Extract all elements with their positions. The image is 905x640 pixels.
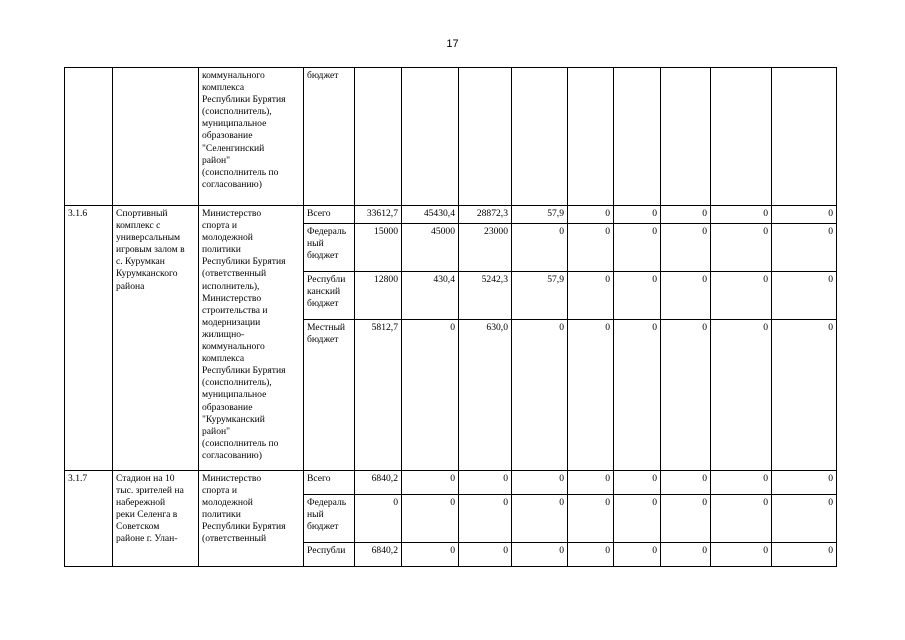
value-cell: 0 [614, 543, 661, 567]
source-cell: Всего [304, 206, 355, 224]
source-cell: Республи канский бюджет [304, 272, 355, 320]
executor-cell: коммунального комплекса Республики Бурятия (соисполнитель), муниципальное образование "Селенгинский район" (соисполнитель по согласованию) [199, 68, 304, 206]
value-cell: 0 [568, 543, 614, 567]
value-cell: 5812,7 [355, 320, 402, 471]
value-cell: 0 [402, 320, 459, 471]
table-row [65, 68, 837, 206]
value-cell: 0 [772, 224, 837, 272]
value-cell: 0 [512, 495, 568, 543]
page-number: 17 [446, 38, 459, 50]
value-cell: 0 [355, 495, 402, 543]
budget-table [64, 67, 837, 567]
value-cell: 0 [512, 320, 568, 471]
source-cell: Всего [304, 471, 355, 495]
value-cell: 0 [711, 224, 772, 272]
value-cell: 0 [568, 206, 614, 224]
value-cell: 0 [512, 543, 568, 567]
value-cell: 12800 [355, 272, 402, 320]
value-cell: 0 [772, 543, 837, 567]
code-cell: 3.1.6 [65, 206, 113, 471]
executor-cell: Министерство спорта и молодежной политики Республики Бурятия (ответственный исполнитель), Министерство строительства и модернизации жилищно- коммунального комплекса Республики Бурятия (соисполнитель), муниципальное образование "Курумканский район" (соисполнитель по согласованию) [199, 206, 304, 471]
value-cell [614, 68, 661, 206]
value-cell: 0 [711, 495, 772, 543]
value-cell: 0 [459, 495, 512, 543]
value-cell: 0 [614, 224, 661, 272]
value-cell: 0 [772, 320, 837, 471]
value-cell: 0 [402, 543, 459, 567]
value-cell: 0 [772, 206, 837, 224]
value-cell: 0 [614, 206, 661, 224]
value-cell [568, 68, 614, 206]
value-cell: 28872,3 [459, 206, 512, 224]
value-cell: 0 [661, 224, 711, 272]
value-cell [772, 68, 837, 206]
source-cell: Федераль ный бюджет [304, 224, 355, 272]
value-cell: 0 [568, 471, 614, 495]
value-cell: 23000 [459, 224, 512, 272]
value-cell: 45000 [402, 224, 459, 272]
value-cell: 0 [711, 543, 772, 567]
value-cell: 0 [402, 495, 459, 543]
value-cell: 57,9 [512, 206, 568, 224]
code-cell [65, 68, 113, 206]
table-row [65, 471, 837, 495]
value-cell: 0 [614, 495, 661, 543]
source-cell: Республи [304, 543, 355, 567]
value-cell [711, 68, 772, 206]
value-cell: 0 [661, 272, 711, 320]
value-cell: 0 [459, 543, 512, 567]
object-cell [113, 68, 199, 206]
value-cell [355, 68, 402, 206]
value-cell: 0 [568, 320, 614, 471]
value-cell: 0 [711, 471, 772, 495]
source-cell: Местный бюджет [304, 320, 355, 471]
value-cell: 0 [661, 320, 711, 471]
value-cell: 0 [661, 206, 711, 224]
value-cell: 57,9 [512, 272, 568, 320]
value-cell: 6840,2 [355, 543, 402, 567]
value-cell [512, 68, 568, 206]
value-cell: 630,0 [459, 320, 512, 471]
value-cell: 0 [661, 495, 711, 543]
value-cell: 0 [568, 224, 614, 272]
value-cell: 0 [711, 206, 772, 224]
object-cell: Спортивный комплекс с универсальным игровым залом в с. Курумкан Курумканского района [113, 206, 199, 471]
value-cell: 0 [661, 471, 711, 495]
value-cell: 6840,2 [355, 471, 402, 495]
value-cell: 0 [711, 320, 772, 471]
value-cell: 0 [568, 495, 614, 543]
source-cell: бюджет [304, 68, 355, 206]
value-cell: 0 [568, 272, 614, 320]
value-cell: 430,4 [402, 272, 459, 320]
value-cell: 45430,4 [402, 206, 459, 224]
value-cell: 0 [772, 495, 837, 543]
value-cell: 0 [402, 471, 459, 495]
code-cell: 3.1.7 [65, 471, 113, 567]
value-cell [459, 68, 512, 206]
value-cell: 5242,3 [459, 272, 512, 320]
table-row [65, 206, 837, 224]
value-cell: 0 [661, 543, 711, 567]
value-cell: 33612,7 [355, 206, 402, 224]
value-cell: 0 [772, 272, 837, 320]
value-cell [661, 68, 711, 206]
executor-cell: Министерство спорта и молодежной политики Республики Бурятия (ответственный [199, 471, 304, 567]
value-cell: 15000 [355, 224, 402, 272]
value-cell: 0 [711, 272, 772, 320]
value-cell [402, 68, 459, 206]
value-cell: 0 [459, 471, 512, 495]
source-cell: Федераль ный бюджет [304, 495, 355, 543]
value-cell: 0 [614, 471, 661, 495]
value-cell: 0 [512, 224, 568, 272]
object-cell: Стадион на 10 тыс. зрителей на набережной реки Селенга в Советском районе г. Улан- [113, 471, 199, 567]
value-cell: 0 [614, 320, 661, 471]
value-cell: 0 [772, 471, 837, 495]
value-cell: 0 [614, 272, 661, 320]
value-cell: 0 [512, 471, 568, 495]
